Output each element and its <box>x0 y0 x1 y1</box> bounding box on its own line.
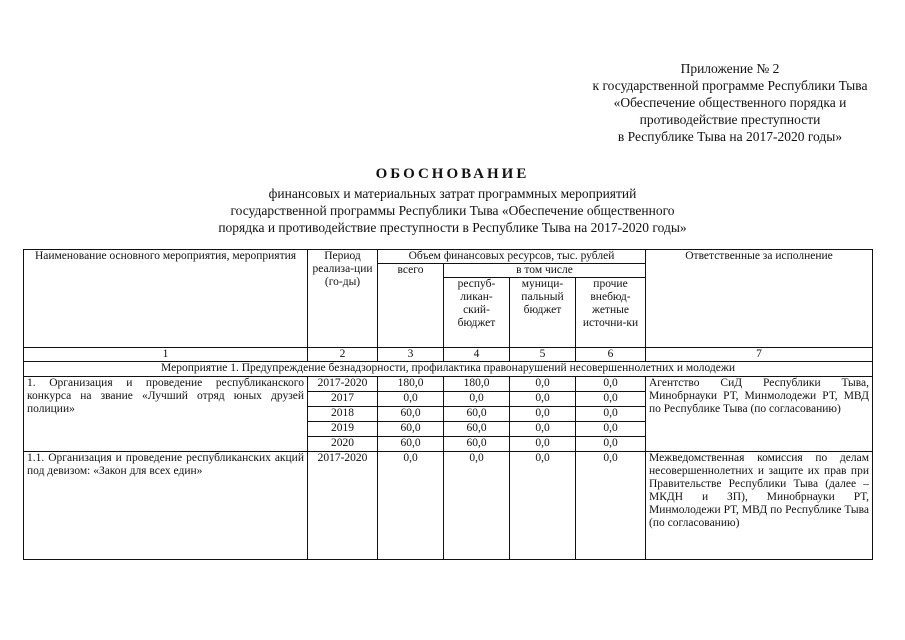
cell-republic: 60,0 <box>444 437 510 452</box>
header-name: Наименование основного мероприятия, мероприятия <box>24 250 308 348</box>
item2-responsible: Межведомственная комиссия по делам несовершеннолетних и защите их прав при Правительстве Республики Тыва (далее – МКДН и ЗП), Минобрнауки РТ, Минмолодежи РТ, МВД по Республике Тыва (по согласованию) <box>646 452 873 560</box>
appendix-line-1: Приложение № 2 <box>680 61 780 76</box>
cell-municipal: 0,0 <box>510 437 576 452</box>
cell-total: 60,0 <box>378 422 444 437</box>
cell-other: 0,0 <box>576 407 646 422</box>
column-number: 1 <box>24 348 308 362</box>
section-title: Мероприятие 1. Предупреждение безнадзорности, профилактика правонарушений несовершеннолетних и молодежи <box>24 362 873 377</box>
cell-republic: 180,0 <box>444 377 510 392</box>
column-number: 5 <box>510 348 576 362</box>
column-number: 2 <box>308 348 378 362</box>
item1-name: 1. Организация и проведение республиканского конкурса на звание «Лучший отряд юных друзей полиции» <box>24 377 308 452</box>
cell-other: 0,0 <box>576 437 646 452</box>
item1-responsible: Агентство СиД Республики Тыва, Минобрнауки РТ, Минмолодежи РТ, МВД по Республике Тыва (по согласованию) <box>646 377 873 452</box>
header-other: прочие внебюд-жетные источни-ки <box>576 278 646 348</box>
document-subtitle <box>0 185 905 236</box>
cell-municipal: 0,0 <box>510 452 576 560</box>
cell-total: 0,0 <box>378 452 444 560</box>
subtitle-line-2: государственной программы Республики Тыва «Обеспечение общественного <box>230 203 675 218</box>
cell-republic: 0,0 <box>444 452 510 560</box>
cell-total: 180,0 <box>378 377 444 392</box>
cell-republic: 60,0 <box>444 422 510 437</box>
cell-period: 2017-2020 <box>308 452 378 560</box>
cell-period: 2019 <box>308 422 378 437</box>
cell-total: 0,0 <box>378 392 444 407</box>
header-republic: респуб-ликан-ский-бюджет <box>444 278 510 348</box>
item2-name: 1.1. Организация и проведение республиканских акций под девизом: «Закон для всех един» <box>24 452 308 560</box>
appendix-line-5: в Республике Тыва на 2017-2020 годы» <box>617 129 843 144</box>
cell-period: 2018 <box>308 407 378 422</box>
cell-period: 2017 <box>308 392 378 407</box>
column-number: 6 <box>576 348 646 362</box>
cell-republic: 60,0 <box>444 407 510 422</box>
table-row <box>24 377 873 392</box>
cell-other: 0,0 <box>576 452 646 560</box>
header-volume: Объем финансовых ресурсов, тыс. рублей <box>378 250 646 264</box>
column-number: 4 <box>444 348 510 362</box>
cell-republic: 0,0 <box>444 392 510 407</box>
column-number-row <box>24 348 873 362</box>
appendix-line-3: «Обеспечение общественного порядка и <box>613 95 847 110</box>
cell-other: 0,0 <box>576 392 646 407</box>
header-period: Период реализа-ции (го-ды) <box>308 250 378 348</box>
document-heading: ОБОСНОВАНИЕ <box>375 166 530 182</box>
cell-period: 2017-2020 <box>308 377 378 392</box>
appendix-line-2: к государственной программе Республики Тыва <box>592 78 868 93</box>
subtitle-line-1: финансовых и материальных затрат программных мероприятий <box>268 186 637 201</box>
header-including: в том числе <box>444 264 646 278</box>
cell-total: 60,0 <box>378 437 444 452</box>
cell-municipal: 0,0 <box>510 422 576 437</box>
cell-other: 0,0 <box>576 422 646 437</box>
cell-total: 60,0 <box>378 407 444 422</box>
header-municipal: муници-пальный бюджет <box>510 278 576 348</box>
header-row-1 <box>24 250 873 264</box>
appendix-block <box>520 60 905 145</box>
cell-period: 2020 <box>308 437 378 452</box>
subtitle-line-3: порядка и противодействие преступности в Республике Тыва на 2017-2020 годы» <box>218 220 687 235</box>
section-row <box>24 362 873 377</box>
table-row <box>24 452 873 560</box>
appendix-line-4: противодействие преступности <box>639 112 821 127</box>
financing-table <box>23 249 873 560</box>
column-number: 7 <box>646 348 873 362</box>
header-total: всего <box>378 264 444 348</box>
cell-municipal: 0,0 <box>510 377 576 392</box>
cell-municipal: 0,0 <box>510 392 576 407</box>
cell-other: 0,0 <box>576 377 646 392</box>
header-responsible: Ответственные за исполнение <box>646 250 873 348</box>
cell-municipal: 0,0 <box>510 407 576 422</box>
column-number: 3 <box>378 348 444 362</box>
